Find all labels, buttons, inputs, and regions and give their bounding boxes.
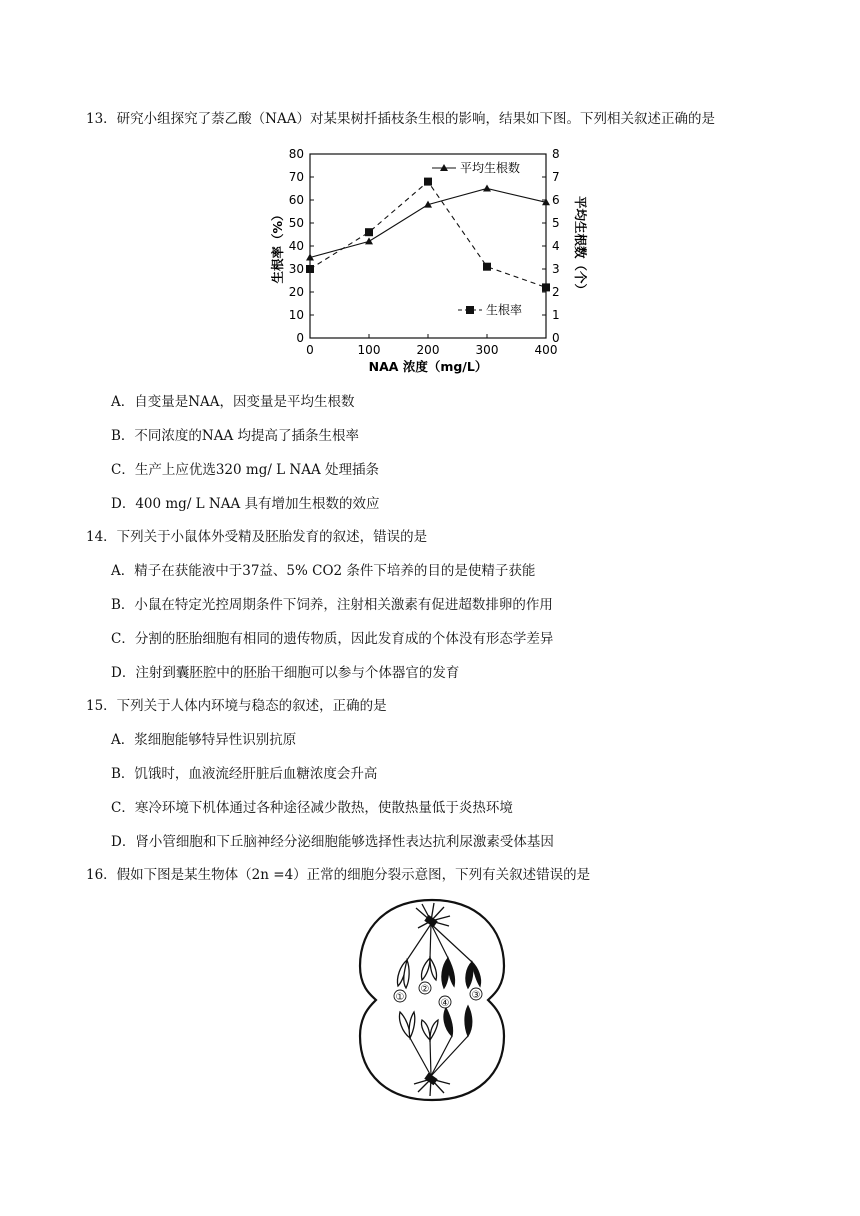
left-tick-label: 40 bbox=[288, 239, 304, 253]
right-tick-label: 7 bbox=[552, 170, 560, 184]
rooting-rate-point bbox=[424, 178, 432, 186]
bottom-chromosomes bbox=[399, 1006, 471, 1040]
bottom-spindle bbox=[410, 1036, 468, 1076]
right-tick-label: 6 bbox=[552, 193, 560, 207]
y-axis-label-left: 生根率（%） bbox=[270, 208, 285, 284]
top-chromosomes bbox=[397, 958, 480, 988]
right-tick-label: 4 bbox=[552, 239, 560, 253]
left-tick-label: 80 bbox=[288, 147, 304, 161]
q13-option-b: B．不同浓度的NAA 均提高了插条生根率 bbox=[111, 428, 360, 444]
label-2: ② bbox=[420, 984, 430, 995]
left-tick-label: 70 bbox=[288, 170, 304, 184]
q14-option-c: C．分割的胚胎细胞有相同的遗传物质，因此发育成的个体没有形态学差异 bbox=[111, 631, 554, 647]
top-spindle bbox=[407, 924, 472, 962]
naa-line-chart bbox=[262, 142, 588, 382]
left-tick-label: 50 bbox=[288, 216, 304, 230]
legend-rooting-rate-label: 生根率 bbox=[486, 303, 523, 317]
rooting-rate-point bbox=[483, 263, 491, 271]
question-13-stem: 13．研究小组探究了萘乙酸（NAA）对某果树扦插枝条生根的影响，结果如下图。下列相关叙述正确的是 bbox=[86, 111, 715, 127]
rooting-rate-point bbox=[365, 228, 373, 236]
legend-avg-root-count-label: 平均生根数 bbox=[460, 161, 521, 175]
rooting-rate-line bbox=[310, 182, 546, 288]
label-4: ④ bbox=[440, 998, 450, 1009]
avg-root-count-point bbox=[365, 237, 373, 244]
question-15-stem: 15．下列关于人体内环境与稳态的叙述，正确的是 bbox=[86, 698, 387, 714]
label-3: ③ bbox=[471, 990, 481, 1001]
x-tick-label: 100 bbox=[357, 343, 381, 357]
rooting-rate-point bbox=[306, 265, 314, 273]
cell-membrane bbox=[360, 900, 504, 1100]
left-tick-label: 60 bbox=[288, 193, 304, 207]
label-1: ① bbox=[395, 992, 405, 1003]
q13-option-c: C．生产上应优选320 mg/ L NAA 处理插条 bbox=[111, 462, 380, 478]
x-tick-label: 0 bbox=[306, 343, 314, 357]
q15-option-b: B．饥饿时，血液流经肝脏后血糖浓度会升高 bbox=[111, 766, 378, 782]
avg-root-count-line bbox=[310, 189, 546, 258]
x-tick-label: 300 bbox=[475, 343, 499, 357]
avg-root-count-point bbox=[483, 185, 491, 192]
right-tick-label: 0 bbox=[552, 331, 560, 345]
cell-division-diagram bbox=[352, 888, 512, 1110]
left-tick-label: 30 bbox=[288, 262, 304, 276]
q14-option-d: D．注射到囊胚腔中的胚胎干细胞可以参与个体器官的发育 bbox=[111, 665, 460, 681]
right-tick-label: 3 bbox=[552, 262, 560, 276]
x-tick-label: 200 bbox=[416, 343, 440, 357]
q15-option-a: A．浆细胞能够特异性识别抗原 bbox=[111, 732, 297, 748]
question-16-stem: 16．假如下图是某生物体（2n =4）正常的细胞分裂示意图，下列有关叙述错误的是 bbox=[86, 867, 591, 883]
q15-option-d: D．肾小管细胞和下丘脑神经分泌细胞能够选择性表达抗利尿激素受体基因 bbox=[111, 834, 554, 850]
x-axis-label: NAA 浓度（mg/L） bbox=[368, 359, 488, 374]
q15-option-c: C．寒冷环境下机体通过各种途径减少散热，使散热量低于炎热环境 bbox=[111, 800, 513, 816]
left-tick-label: 10 bbox=[288, 308, 304, 322]
legend-rooting-rate-marker bbox=[466, 306, 474, 314]
q13-option-d: D．400 mg/ L NAA 具有增加生根数的效应 bbox=[111, 496, 380, 512]
top-centrosome bbox=[416, 903, 450, 928]
x-tick-label: 400 bbox=[534, 343, 558, 357]
right-tick-label: 1 bbox=[552, 308, 560, 322]
rooting-rate-point bbox=[542, 283, 550, 291]
bottom-centrosome bbox=[414, 1074, 450, 1096]
q14-option-a: A．精子在获能液中于37益、5% CO2 条件下培养的目的是使精子获能 bbox=[111, 563, 536, 579]
right-tick-label: 8 bbox=[552, 147, 560, 161]
question-14-stem: 14．下列关于小鼠体外受精及胚胎发育的叙述，错误的是 bbox=[86, 529, 428, 545]
right-tick-label: 5 bbox=[552, 216, 560, 230]
q14-option-b: B．小鼠在特定光控周期条件下饲养，注射相关激素有促进超数排卵的作用 bbox=[111, 597, 553, 613]
right-tick-label: 2 bbox=[552, 285, 560, 299]
y-axis-label-right: 平均生根数（个） bbox=[573, 195, 588, 297]
left-tick-label: 0 bbox=[296, 331, 304, 345]
q13-option-a: A．自变量是NAA，因变量是平均生根数 bbox=[111, 394, 355, 410]
left-tick-label: 20 bbox=[288, 285, 304, 299]
